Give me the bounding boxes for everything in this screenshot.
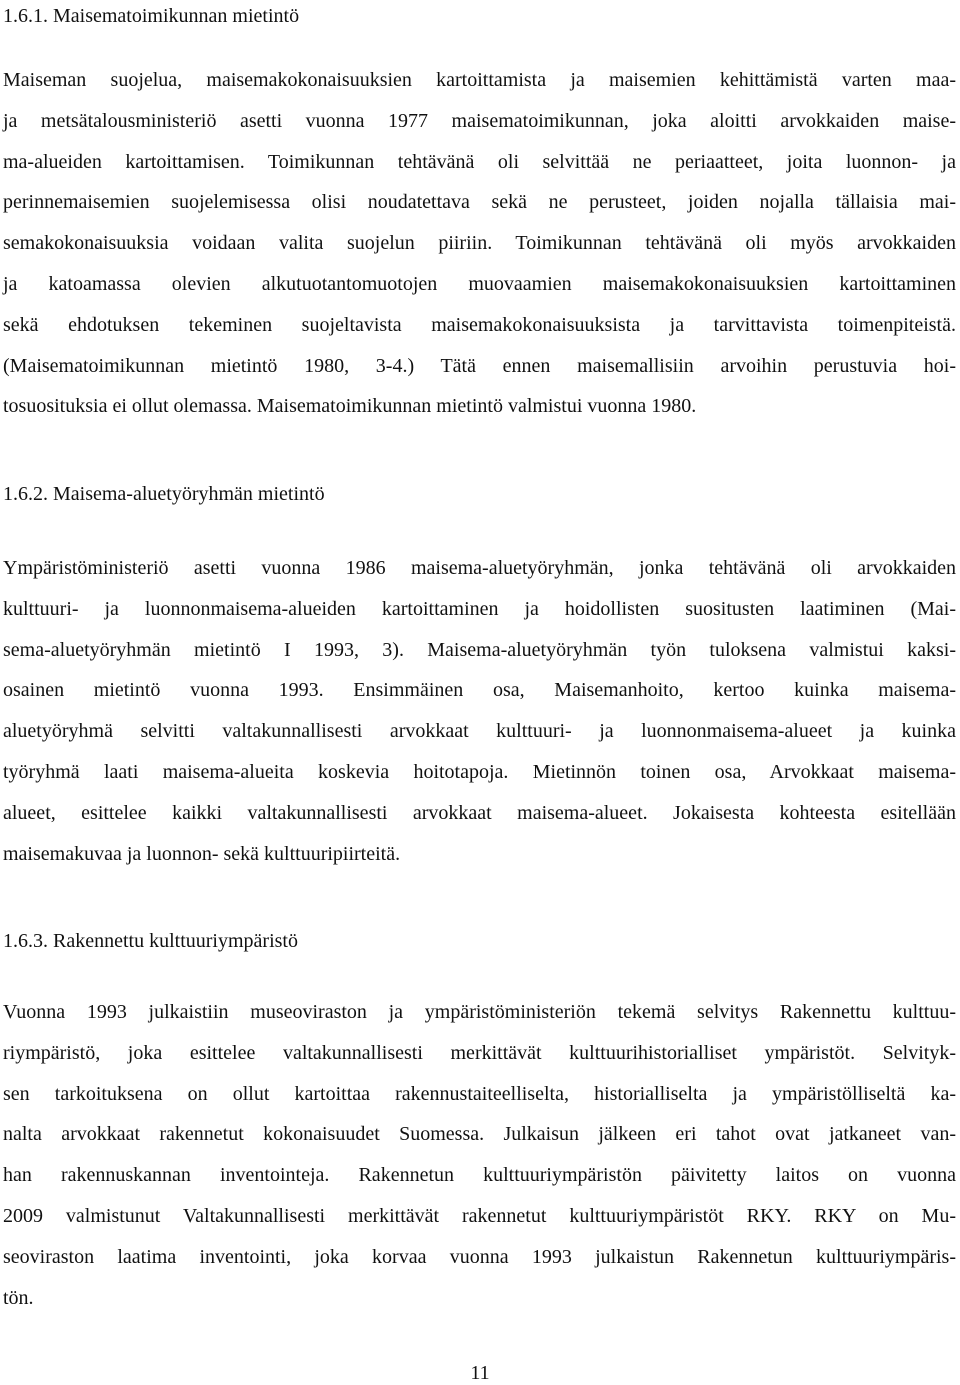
text-line: sema-aluetyöryhmän mietintö I 1993, 3). Maisema-aluetyöryhmän työn tuloksena valmistui kaksi- xyxy=(3,638,956,661)
section-heading-1-6-2: 1.6.2. Maisema-aluetyöryhmän mietintö xyxy=(3,483,325,505)
text-line: aluetyöryhmä selvitti valtakunnallisesti arvokkaat kulttuuri- ja luonnonmaisema-alueet ja kuinka xyxy=(3,720,956,743)
page-number: 11 xyxy=(470,1362,490,1384)
text-line: osainen mietintö vuonna 1993. Ensimmäinen osa, Maisemanhoito, kertoo kuinka maisema- xyxy=(3,679,956,702)
text-line: tosuosituksia ei ollut olemassa. Maisematoimikunnan mietintö valmistui vuonna 1980. xyxy=(3,395,697,418)
text-line: ja katoamassa olevien alkutuotantomuotojen muovaamien maisemakokonaisuuksien kartoittaminen xyxy=(3,272,956,295)
text-line: työryhmä laati maisema-alueita koskevia hoitotapoja. Mietinnön toinen osa, Arvokkaat maisema- xyxy=(3,760,956,783)
text-line: kulttuuri- ja luonnonmaisema-alueiden kartoittaminen ja hoidollisten suositusten laatiminen (Mai- xyxy=(3,597,956,620)
text-line: 2009 valmistunut Valtakunnallisesti merkittävät rakennetut kulttuuriympäristöt RKY. RKY on Mu- xyxy=(3,1204,956,1227)
text-line: semakokonaisuuksia voidaan valita suojelun piiriin. Toimikunnan tehtävänä oli myös arvokkaiden xyxy=(3,232,956,255)
paragraph-maisema-aluetyoryhma xyxy=(3,548,956,874)
text-line: Ympäristöministeriö asetti vuonna 1986 maisema-aluetyöryhmän, jonka tehtävänä oli arvokkaiden xyxy=(3,557,956,579)
text-line: maisemakuvaa ja luonnon- sekä kulttuuripiirteitä. xyxy=(3,842,401,865)
text-line: sekä ehdotuksen tekeminen suojeltavista maisemakokonaisuuksista ja tarvittavista toimenpiteistä. xyxy=(3,313,956,336)
paragraph-maisematoimikunta xyxy=(3,60,956,427)
text-line: ja metsätalousministeriö asetti vuonna 1977 maisematoimikunnan, joka aloitti arvokkaiden maise- xyxy=(3,109,956,132)
text-line: perinnemaisemien suojelemisessa olisi noudatettava sekä ne perusteet, joiden nojalla tällaisia mai- xyxy=(3,191,956,214)
text-line: tön. xyxy=(3,1286,34,1309)
text-line: riympäristö, joka esittelee valtakunnallisesti merkittävät kulttuurihistorialliset ympäristöt. Selvityk- xyxy=(3,1041,956,1064)
text-line: Maiseman suojelua, maisemakokonaisuuksien kartoittamista ja maisemien kehittämistä varten maa- xyxy=(3,69,956,91)
text-line: nalta arvokkaat rakennetut kokonaisuudet Suomessa. Julkaisun jälkeen eri tahot ovat jatkaneet van- xyxy=(3,1123,956,1146)
text-line: sen tarkoituksena on ollut kartoittaa rakennustaiteelliselta, historialliselta ja ympäristölliseltä ka- xyxy=(3,1082,956,1105)
text-line: seoviraston laatima inventointi, joka korvaa vuonna 1993 julkaistun Rakennetun kulttuuriympäris- xyxy=(3,1245,956,1268)
text-line: Vuonna 1993 julkaistiin museoviraston ja ympäristöministeriön tekemä selvitys Rakennettu kulttuu- xyxy=(3,1001,956,1023)
paragraph-rakennettu-kulttuuriymparisto xyxy=(3,992,956,1318)
text-line: ma-alueiden kartoittamisen. Toimikunnan tehtävänä oli selvittää ne periaatteet, joita luonnon- ja xyxy=(3,150,956,173)
text-line: alueet, esittelee kaikki valtakunnallisesti arvokkaat maisema-alueet. Jokaisesta kohteesta esitellään xyxy=(3,801,956,824)
section-heading-1-6-1: 1.6.1. Maisematoimikunnan mietintö xyxy=(3,5,300,27)
text-line: (Maisematoimikunnan mietintö 1980, 3-4.) Tätä ennen maisemallisiin arvoihin perustuvia hoi- xyxy=(3,354,956,377)
section-heading-1-6-3: 1.6.3. Rakennettu kulttuuriympäristö xyxy=(3,930,298,952)
text-line: han rakennuskannan inventointeja. Rakennetun kulttuuriympäristön päivitetty laitos on vuonna xyxy=(3,1164,956,1187)
